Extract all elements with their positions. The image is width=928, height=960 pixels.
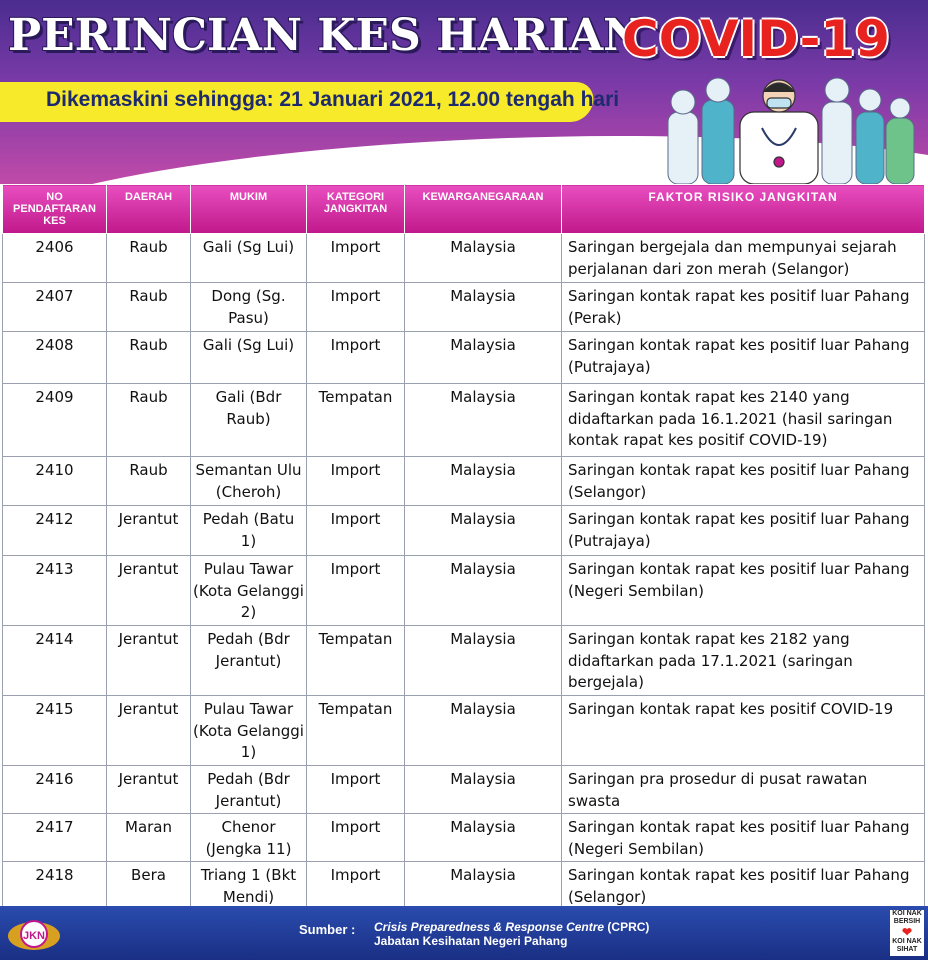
- cell-daerah: Jerantut: [107, 556, 191, 626]
- cell-no: 2412: [3, 506, 107, 556]
- cell-faktor: Saringan kontak rapat kes positif luar Pahang (Negeri Sembilan): [562, 814, 925, 862]
- cell-faktor: Saringan kontak rapat kes positif luar Pahang (Selangor): [562, 457, 925, 506]
- cell-faktor: Saringan kontak rapat kes 2140 yang didaftarkan pada 16.1.2021 (hasil saringan kontak rapat kes positif COVID-19): [562, 384, 925, 457]
- cell-faktor: Saringan kontak rapat kes positif luar Pahang (Putrajaya): [562, 506, 925, 556]
- cell-kategori: Import: [307, 506, 405, 556]
- col-header-daerah: DAERAH: [107, 185, 191, 234]
- table-row: [3, 556, 925, 626]
- col-header-kategori: KATEGORI JANGKITAN: [307, 185, 405, 234]
- cell-kewarganegaraan: Malaysia: [405, 506, 562, 556]
- source-abbreviation: (CPRC): [604, 920, 650, 934]
- table-row: [3, 696, 925, 766]
- cell-mukim: Pulau Tawar (Kota Gelanggi 1): [191, 696, 307, 766]
- cell-kategori: Import: [307, 556, 405, 626]
- source-line-2: Jabatan Kesihatan Negeri Pahang: [374, 934, 568, 948]
- cell-kategori: Import: [307, 862, 405, 910]
- source-organisation: Crisis Preparedness & Response Centre: [374, 920, 605, 934]
- cell-no: 2410: [3, 457, 107, 506]
- cell-mukim: Gali (Bdr Raub): [191, 384, 307, 457]
- cell-daerah: Raub: [107, 332, 191, 384]
- cell-kewarganegaraan: Malaysia: [405, 457, 562, 506]
- cell-kategori: Import: [307, 457, 405, 506]
- cell-kewarganegaraan: Malaysia: [405, 766, 562, 814]
- table-row: [3, 384, 925, 457]
- table-row: [3, 626, 925, 696]
- cell-kewarganegaraan: Malaysia: [405, 234, 562, 283]
- cell-kategori: Tempatan: [307, 696, 405, 766]
- cell-faktor: Saringan kontak rapat kes positif luar Pahang (Negeri Sembilan): [562, 556, 925, 626]
- table-row: [3, 457, 925, 506]
- logo-text-4: SIHAT: [896, 946, 918, 953]
- cell-mukim: Pedah (Batu 1): [191, 506, 307, 556]
- cell-kategori: Import: [307, 283, 405, 332]
- cell-kategori: Import: [307, 766, 405, 814]
- cell-kategori: Import: [307, 332, 405, 384]
- col-header-no: NO PENDAFTARAN KES: [3, 185, 107, 234]
- cell-no: 2416: [3, 766, 107, 814]
- page-title: PERINCIAN KES HARIAN: [8, 10, 644, 61]
- cell-daerah: Jerantut: [107, 696, 191, 766]
- cell-faktor: Saringan kontak rapat kes 2182 yang didaftarkan pada 17.1.2021 (saringan bergejala): [562, 626, 925, 696]
- cell-daerah: Jerantut: [107, 766, 191, 814]
- cell-daerah: Jerantut: [107, 506, 191, 556]
- cell-daerah: Raub: [107, 234, 191, 283]
- cell-faktor: Saringan kontak rapat kes positif luar Pahang (Putrajaya): [562, 332, 925, 384]
- source-line-1: [374, 920, 649, 934]
- cell-kategori: Import: [307, 234, 405, 283]
- cell-kewarganegaraan: Malaysia: [405, 556, 562, 626]
- cell-faktor: Saringan bergejala dan mempunyai sejarah perjalanan dari zon merah (Selangor): [562, 234, 925, 283]
- cell-kewarganegaraan: Malaysia: [405, 696, 562, 766]
- cell-kewarganegaraan: Malaysia: [405, 384, 562, 457]
- cell-mukim: Semantan Ulu (Cheroh): [191, 457, 307, 506]
- cell-daerah: Raub: [107, 457, 191, 506]
- case-table-wrapper: [2, 184, 924, 910]
- col-header-faktor: FAKTOR RISIKO JANGKITAN: [562, 185, 925, 234]
- cell-no: 2408: [3, 332, 107, 384]
- cell-kewarganegaraan: Malaysia: [405, 283, 562, 332]
- table-header-row: [3, 185, 925, 234]
- cell-kategori: Tempatan: [307, 626, 405, 696]
- cell-kewarganegaraan: Malaysia: [405, 332, 562, 384]
- cell-no: 2415: [3, 696, 107, 766]
- cell-faktor: Saringan kontak rapat kes positif luar Pahang (Selangor): [562, 862, 925, 910]
- cell-no: 2406: [3, 234, 107, 283]
- cell-daerah: Maran: [107, 814, 191, 862]
- heart-icon: ❤: [901, 925, 913, 939]
- cell-daerah: Bera: [107, 862, 191, 910]
- table-row: [3, 234, 925, 283]
- cell-faktor: Saringan pra prosedur di pusat rawatan swasta: [562, 766, 925, 814]
- cell-faktor: Saringan kontak rapat kes positif luar Pahang (Perak): [562, 283, 925, 332]
- footer-bar: [0, 906, 928, 960]
- cell-no: 2418: [3, 862, 107, 910]
- logo-text-3: KOI NAK: [892, 938, 922, 945]
- table-row: [3, 332, 925, 384]
- cell-daerah: Raub: [107, 283, 191, 332]
- table-row: [3, 766, 925, 814]
- table-row: [3, 506, 925, 556]
- cell-mukim: Dong (Sg. Pasu): [191, 283, 307, 332]
- cell-mukim: Gali (Sg Lui): [191, 234, 307, 283]
- cell-mukim: Pulau Tawar (Kota Gelanggi 2): [191, 556, 307, 626]
- cell-mukim: Gali (Sg Lui): [191, 332, 307, 384]
- col-header-mukim: MUKIM: [191, 185, 307, 234]
- logo-text-1: KOI NAK: [892, 910, 922, 917]
- update-date: Dikemaskini sehingga: 21 Januari 2021, 12.00 tengah hari: [46, 88, 620, 111]
- table-row: [3, 862, 925, 910]
- table-row: [3, 283, 925, 332]
- cell-no: 2414: [3, 626, 107, 696]
- jkn-logo-text: JKN: [22, 930, 46, 942]
- cell-no: 2409: [3, 384, 107, 457]
- cell-mukim: Pedah (Bdr Jerantut): [191, 766, 307, 814]
- cell-kewarganegaraan: Malaysia: [405, 626, 562, 696]
- cell-daerah: Raub: [107, 384, 191, 457]
- cell-mukim: Pedah (Bdr Jerantut): [191, 626, 307, 696]
- table-row: [3, 814, 925, 862]
- jkn-logo: [6, 914, 62, 954]
- cell-kewarganegaraan: Malaysia: [405, 862, 562, 910]
- cell-faktor: Saringan kontak rapat kes positif COVID-19: [562, 696, 925, 766]
- col-header-kewarganegaraan: KEWARGANEGARAAN: [405, 185, 562, 234]
- cell-no: 2413: [3, 556, 107, 626]
- cell-kewarganegaraan: Malaysia: [405, 814, 562, 862]
- cell-no: 2417: [3, 814, 107, 862]
- cell-kategori: Tempatan: [307, 384, 405, 457]
- logo-text-2: BERSIH: [893, 918, 921, 925]
- koi-nak-sihat-logo: [890, 910, 924, 956]
- cell-daerah: Jerantut: [107, 626, 191, 696]
- covid-title: COVID-19: [622, 10, 890, 68]
- cell-kategori: Import: [307, 814, 405, 862]
- cell-mukim: Chenor (Jengka 11): [191, 814, 307, 862]
- case-details-table: [2, 184, 925, 910]
- healthcare-workers-illustration: [662, 72, 918, 184]
- source-label: Sumber :: [299, 922, 356, 937]
- cell-mukim: Triang 1 (Bkt Mendi): [191, 862, 307, 910]
- cell-no: 2407: [3, 283, 107, 332]
